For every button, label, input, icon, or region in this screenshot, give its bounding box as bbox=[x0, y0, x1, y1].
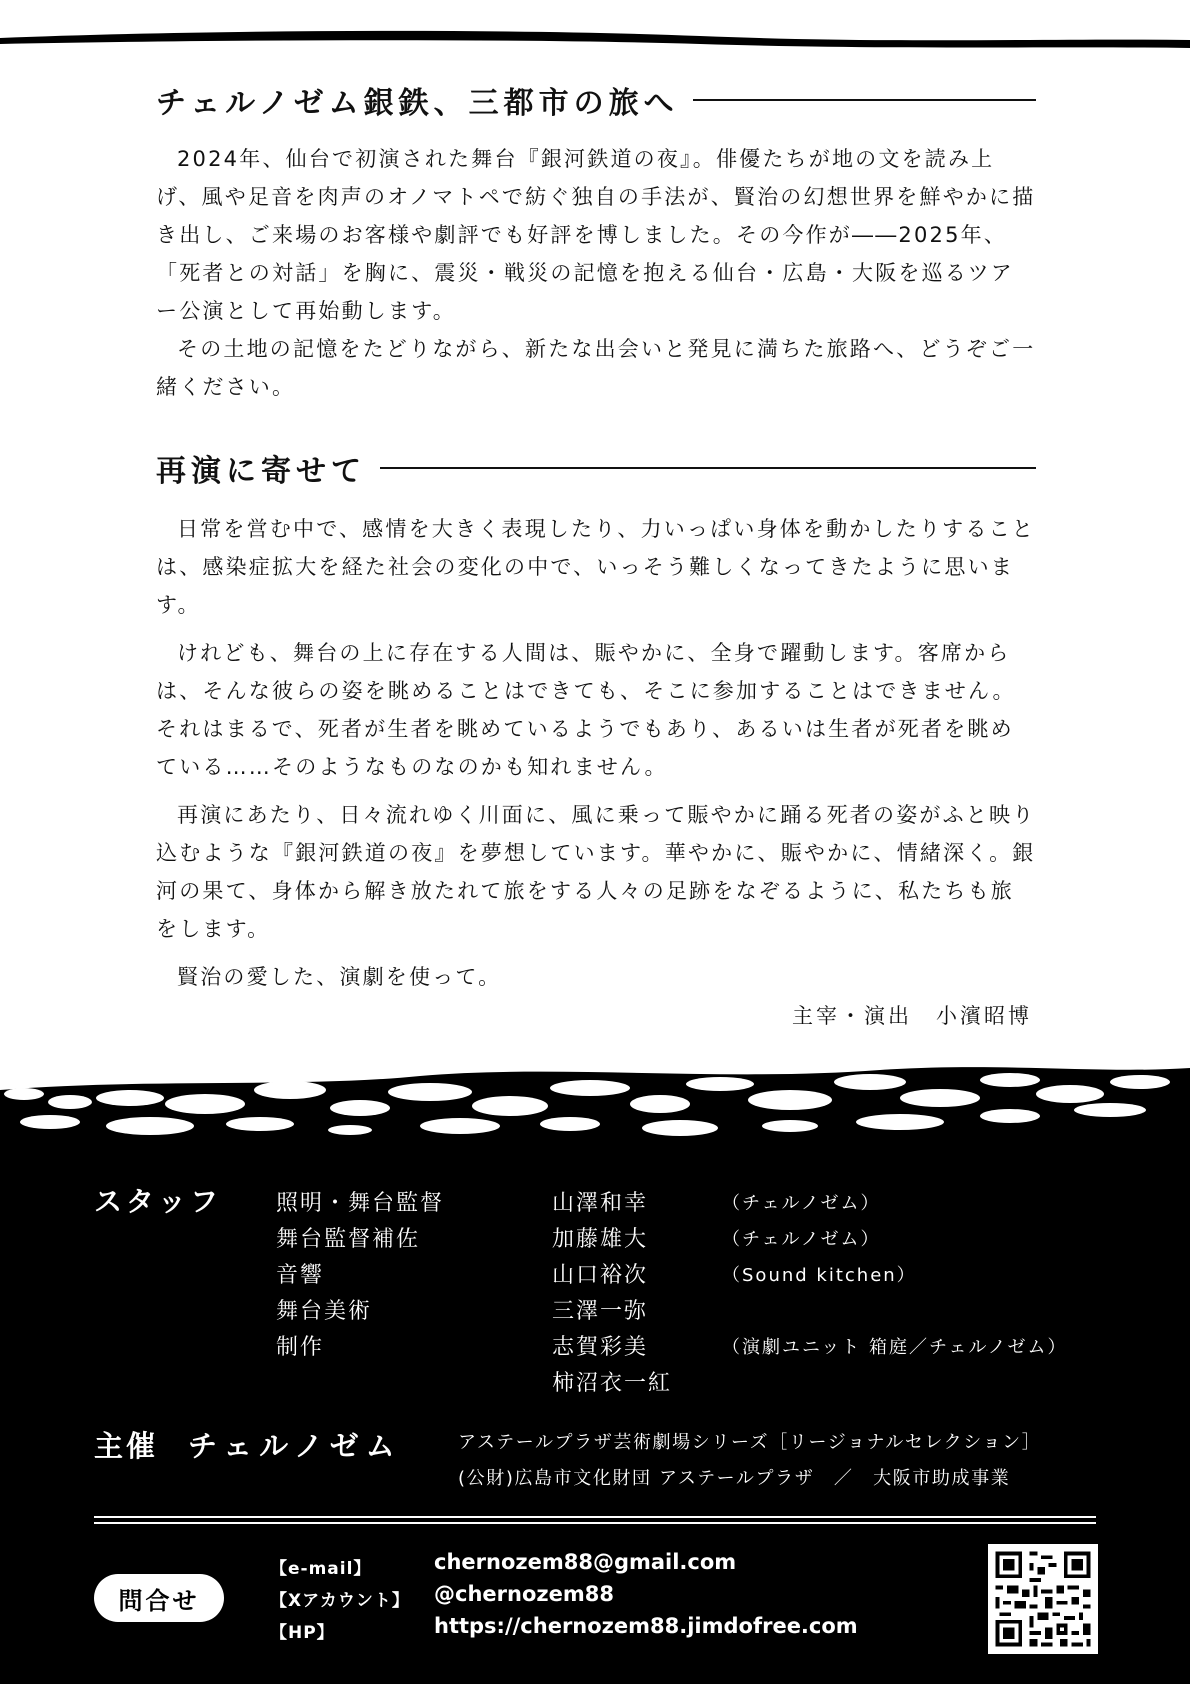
section-title: 再演に寄せて bbox=[156, 454, 366, 489]
staff-affiliation: （Sound kitchen） bbox=[722, 1265, 917, 1286]
staff-affiliation: （チェルノゼム） bbox=[722, 1193, 881, 1214]
paragraph: 賢治の愛した、演劇を使って。 bbox=[177, 965, 502, 989]
paragraph: 2024年、仙台で初演された舞台『銀河鉄道の夜』。俳優たちが地の文を読み上げ、風や足音を肉声のオノマトペで紡ぐ独自の手法が、賢治の幻想世界を鮮やかに描き出し、ご来場のお客様や劇評でも好評を博しました。その今作が――2025年、「死者との対話」を胸に、震災・戦災の記憶を抱える仙台・広島・大阪を巡るツアー公演として再始動します。 bbox=[156, 147, 1036, 323]
support-line: (公財)広島市文化財団 アステールプラザ ／ 大阪市助成事業 bbox=[458, 1468, 1011, 1489]
heading-rule bbox=[380, 467, 1036, 469]
staff-role: 音響 bbox=[276, 1263, 325, 1288]
staff-name: 三澤一弥 bbox=[552, 1299, 649, 1324]
staff-affiliation: （演劇ユニット 箱庭／チェルノゼム） bbox=[722, 1337, 1068, 1358]
divider-rule bbox=[94, 1516, 1096, 1518]
support-line: アステールプラザ芸術劇場シリーズ［リージョナルセレクション］ bbox=[458, 1432, 1042, 1453]
staff-name: 山澤和幸 bbox=[552, 1191, 649, 1216]
organizer-name: チェルノゼム bbox=[188, 1429, 402, 1463]
contact-badge: 問合せ bbox=[94, 1574, 224, 1622]
staff-row bbox=[0, 1366, 1190, 1402]
paragraph: 再演にあたり、日々流れゆく川面に、風に乗って賑やかに踊る死者の姿がふと映り込むような『銀河鉄道の夜』を夢想しています。華やかに、賑やかに、情緒深く。銀河の果て、身体から解き放たれて旅をする人々の足跡をなぞるように、私たちも旅をします。 bbox=[156, 803, 1036, 941]
section-title: チェルノゼム銀鉄、三都市の旅へ bbox=[156, 86, 679, 121]
divider-rule bbox=[94, 1522, 1096, 1524]
river-wave-decoration bbox=[0, 1060, 1190, 1150]
contact-key: 【HP】 bbox=[270, 1623, 335, 1643]
staff-row bbox=[0, 1222, 1190, 1258]
contact-email-link[interactable]: chernozem88@gmail.com bbox=[434, 1550, 737, 1574]
staff-row bbox=[0, 1330, 1190, 1366]
staff-name: 加藤雄大 bbox=[552, 1227, 649, 1252]
staff-row bbox=[0, 1294, 1190, 1330]
section-heading-revival bbox=[156, 448, 1036, 488]
staff-heading: スタッフ bbox=[94, 1185, 223, 1218]
staff-role: 制作 bbox=[276, 1335, 325, 1360]
qr-code-icon[interactable] bbox=[988, 1544, 1098, 1654]
organizer-label: 主催 bbox=[94, 1429, 159, 1463]
staff-row bbox=[0, 1258, 1190, 1294]
staff-name: 柿沼衣一紅 bbox=[552, 1371, 673, 1396]
paragraph: その土地の記憶をたどりながら、新たな出会いと発見に満ちた旅路へ、どうぞご一緒ください。 bbox=[156, 337, 1036, 399]
staff-role: 照明・舞台監督 bbox=[276, 1191, 445, 1216]
staff-name: 志賀彩美 bbox=[552, 1335, 649, 1360]
heading-rule bbox=[693, 99, 1036, 101]
contact-key: 【Xアカウント】 bbox=[270, 1591, 410, 1611]
contact-x-account-link[interactable]: @chernozem88 bbox=[434, 1582, 614, 1606]
revival-text bbox=[156, 510, 1036, 1006]
top-wave-border bbox=[0, 0, 1190, 60]
staff-affiliation: （チェルノゼム） bbox=[722, 1229, 881, 1250]
contact-key: 【e-mail】 bbox=[270, 1559, 372, 1579]
staff-role: 舞台美術 bbox=[276, 1299, 373, 1324]
staff-role: 舞台監督補佐 bbox=[276, 1227, 421, 1252]
section-heading-tour bbox=[156, 80, 1036, 120]
contact-homepage-link[interactable]: https://chernozem88.jimdofree.com bbox=[434, 1614, 858, 1638]
paragraph: 日常を営む中で、感情を大きく表現したり、力いっぱい身体を動かしたりすることは、感染症拡大を経た社会の変化の中で、いっそう難しくなってきたように思います。 bbox=[156, 517, 1035, 617]
intro-text bbox=[156, 140, 1036, 406]
signature: 主宰・演出 小濱昭博 bbox=[792, 1004, 1032, 1028]
staff-name: 山口裕次 bbox=[552, 1263, 649, 1288]
paragraph: けれども、舞台の上に存在する人間は、賑やかに、全身で躍動します。客席からは、そんな彼らの姿を眺めることはできても、そこに参加することはできません。それはまるで、死者が生者を眺めているようでもあり、あるいは生者が死者を眺めている……そのようなものなのかも知れません。 bbox=[156, 641, 1016, 779]
staff-row bbox=[0, 1186, 1190, 1222]
